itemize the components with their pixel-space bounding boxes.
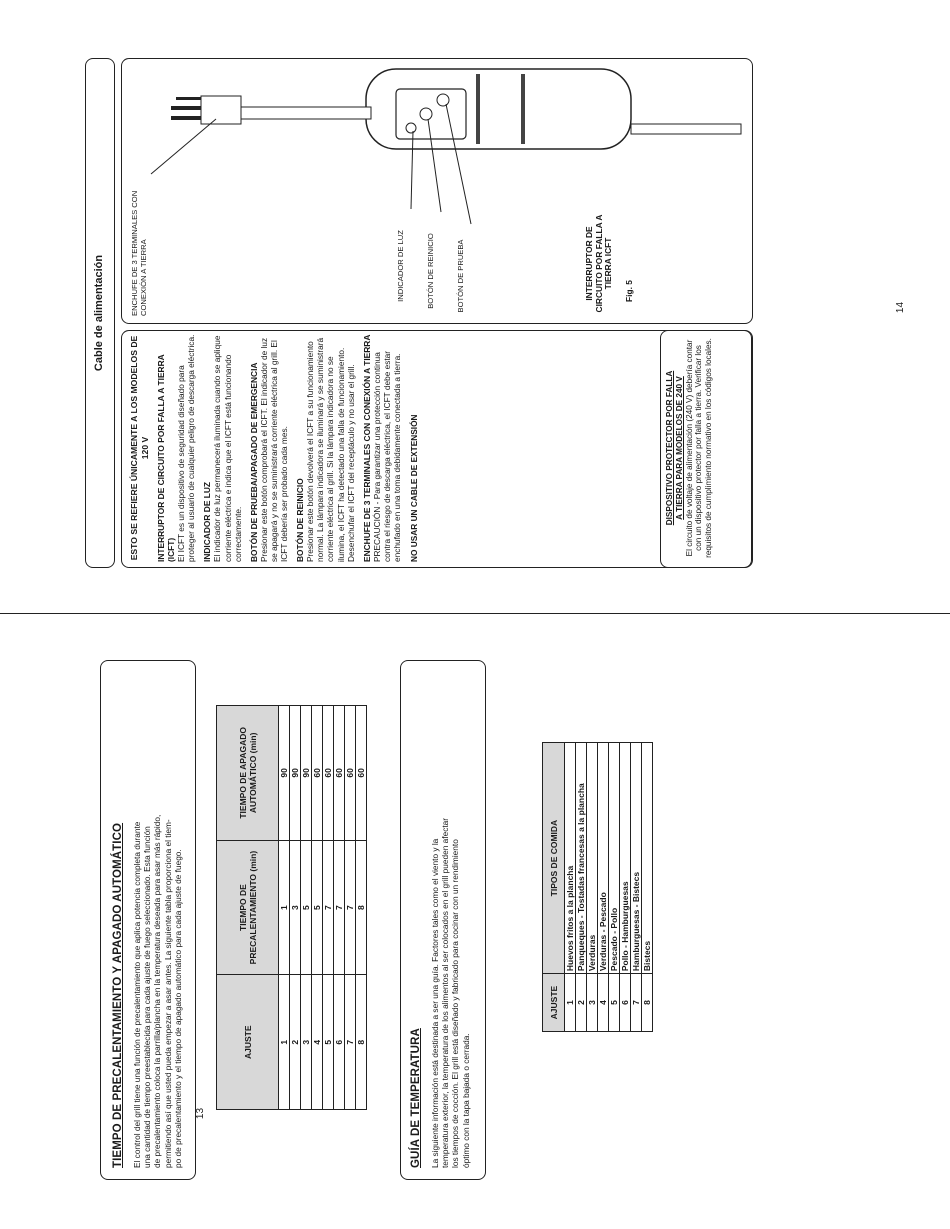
plug-icon [201,96,241,124]
reset-button-title: BOTÓN DE REINICIO [295,478,306,562]
page-number: 13 [195,1107,207,1120]
table-row: 2 Panqueques - Tostadas francesas a la plancha [576,743,587,1032]
table-header: AJUSTE [543,974,565,1032]
table-header: TIEMPO DE PRECALENTAMIENTO (min) [217,840,279,975]
table-row: 7 Hamburguesas - Bistecs [631,743,642,1032]
device-text: El circuito de voltaje de alimentación (240 V) debería contar con un dispositivo protector por falla a tierra. Verificar los requisitos de cumplimiento normativo en los códigos locales. [684,338,714,558]
section-title: Cable de alimentación [93,254,105,372]
temp-guide-title: GUÍA DE TEMPERATURA [410,1028,422,1168]
plug-text: PRECAUCIÓN - Para garantizar una protección continua contra el riesgo de descarga eléctrica, el ICFT debe estar enchufado en una toma debidamente conectada a tierra. [371,350,402,562]
heading: ESTO SE REFIERE ÚNICAMENTE A LOS MODELOS DE 120 V [129,335,150,561]
table-header: TIEMPO DE APAGADO AUTOMÁTICO (min) [217,706,279,841]
table-row: 8 8 60 [356,706,367,1110]
table-row: 3 Verduras [587,743,598,1032]
table-row: 6 Pollo - Hamburguesas [620,743,631,1032]
preheat-line: de precalentamiento coloca la parrilla/plancha en la temperatura deseada para asar más rápido, [152,814,163,1168]
table-row: 5 Pescado - Pollo [609,743,620,1032]
preheat-section [112,668,183,1168]
temp-guide-section [410,668,471,1168]
temp-guide-line: los tiempos de cocción. El grill está diseñado y fabricado para cocinar con un rendimiento [450,839,461,1168]
preheat-text [132,668,183,1168]
cord [631,124,741,134]
icft-seam [521,74,525,144]
reset-label: BOTÓN DE REINICIO [426,233,435,309]
reset-button-icon [420,108,432,120]
table-row: 4 Verduras - Pescado [598,743,609,1032]
device-section [665,334,714,562]
food-table-body [545,740,710,1040]
instructions-column [129,334,419,562]
table-header: AJUSTE [217,975,279,1110]
test-button-text: Presionar este botón comprobará el ICFT. El indicador de luz se apagará y no se suministrará corriente eléctrica al grill. El ICFT debería ser probado cada mes. [258,337,290,562]
device-label: INTERRUPTOR DE CIRCUITO POR FALLA A TIERRA ICFT [584,214,614,313]
plug-label: ENCHUFE DE 3 TERMINALES CON CONEXIÓN A TIERRA [130,190,148,316]
page-number: 14 [895,301,907,314]
indicator-light-icon [406,123,416,133]
icft-seam [476,74,480,144]
reset-button-text: Presionar este botón devolverá el ICFT a su funcionamiento normal. La lámpara indicadora se iluminará y se suministrará corriente eléctrica al grill. Si la lámpara indicadora no se ilumina, el ICFT ha detectado una falla de funcionamiento. Desenchufar el ICFT del receptáculo y no usar el grill. [305,337,356,562]
table-row: 1 1 90 [279,706,290,1110]
preheat-title: TIEMPO DE PRECALENTAMIENTO Y APAGADO AUTOMÁTICO [112,822,124,1168]
table-row: 4 5 60 [312,706,323,1110]
table-row: 8 Bistecs [642,743,653,1032]
plug-prong [176,97,201,100]
plug-title: ENCHUFE DE 3 TERMINALES CON CONEXIÓN A TIERRA [361,334,372,562]
light-indicator-text: El indicador de luz permanecerá iluminada cuando se aplique corriente eléctrica e indica que el ICFT está funcionando correctamente. [212,335,243,562]
device-title-2: A TIERRA PARA MODELOS DE 240 V [674,376,684,520]
indicator-label: INDICADOR DE LUZ [396,230,405,302]
preheat-line: El control del grill tiene una función de precalentamiento que aplica potencia completa durante [132,821,142,1168]
test-button-icon [437,94,449,106]
plug-pointer [151,119,216,174]
temp-guide-text [430,668,471,1168]
plug-prong [171,116,201,120]
temp-guide-line: temperatura exterior, la temperatura de los alimentos al ser colocados en el grill pueden afectar [440,817,451,1168]
light-indicator-title: INDICADOR DE LUZ [202,481,213,562]
temp-guide-line: La siguiente información está destinada a ser una guía. Factores tales como el viento y la [430,838,440,1168]
page-14 [85,53,755,568]
icft-title: INTERRUPTOR DE CIRCUITO POR FALLA A TIERRA (ICFT) [156,354,177,562]
device-title: DISPOSITIVO PROTECTOR POR FALLA [665,370,674,526]
plug-prong [171,106,201,110]
test-button-title: BOTÓN DE PRUEBA/APAGADO DE EMERGENCIA [248,362,259,562]
icft-figure [121,58,753,324]
preheat-table [216,705,367,1110]
table-row: 7 7 60 [345,706,356,1110]
preheat-line: permitiendo así que usted pueda empezar a asar antes. La siguiente tabla proporciona el tiem- [162,819,173,1168]
table-row: 6 7 60 [334,706,345,1110]
cord [241,107,371,119]
table-row: 2 3 90 [290,706,301,1110]
preheat-line: po de precalentamiento y el tiempo de apagado automático para cada ajuste de fuego. [172,849,183,1168]
table-header: TIPOS DE COMIDA [543,743,565,974]
no-extension: NO USAR UN CABLE DE EXTENSIÓN [409,414,420,562]
icft-text: El ICFT es un dispositivo de seguridad diseñado para proteger al usuario de cualquier peligro de descarga eléctrica. [176,334,197,562]
temp-guide-line: óptimo con la tapa bajada o cerrada. [460,1033,471,1168]
table-row: 3 5 90 [301,706,312,1110]
page-13 [100,620,530,1180]
page-divider [0,613,950,614]
table-row: 5 7 60 [323,706,334,1110]
table-row: 1 Huevos fritos a la plancha [565,743,576,1032]
test-label: BOTÓN DE PRUEBA [456,239,465,313]
figure-caption: Fig. 5 [624,280,634,302]
preheat-line: una cantidad de tiempo preestablecida para cada ajuste de fuego seleccionado. Esta función [142,826,153,1168]
